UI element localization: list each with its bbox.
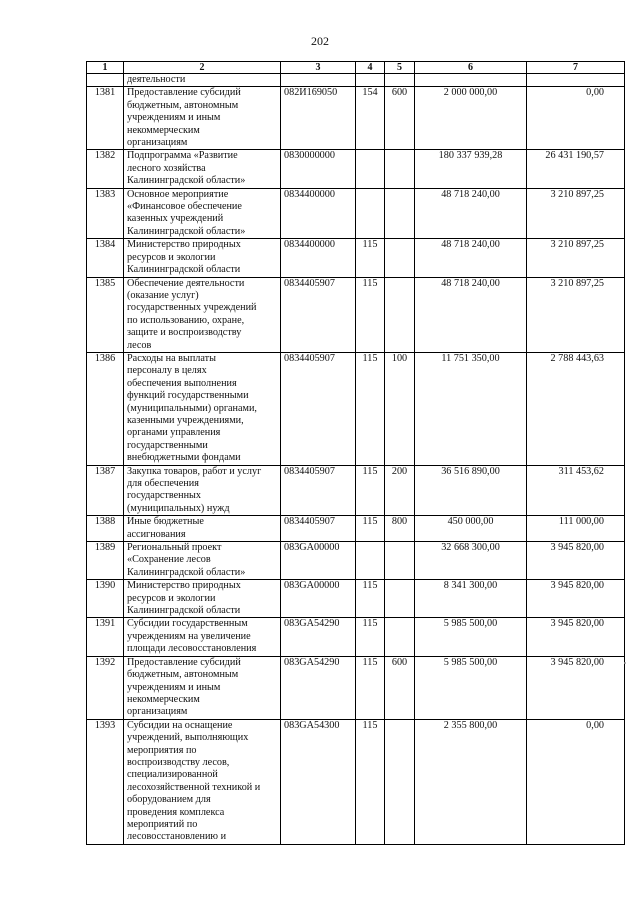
row-col5: [385, 618, 415, 656]
row-col6: 48 718 240,00: [415, 239, 527, 277]
row-col6: 2 000 000,00: [415, 87, 527, 150]
row-name-line: Региональный проект: [127, 542, 222, 554]
row-col4: 115: [356, 239, 385, 277]
col-header-3: 3: [281, 62, 356, 74]
row-col7: 3 210 897,25: [527, 277, 625, 352]
table-row: [87, 352, 625, 465]
row-col4: [356, 150, 385, 188]
table-row: [87, 239, 625, 277]
row-name-line: проведения комплекса: [127, 806, 225, 818]
row-col7: 3 945 820,00: [527, 580, 625, 618]
row-col4: 115: [356, 465, 385, 516]
row-code: 0834400000: [281, 188, 356, 239]
row-col5: [385, 542, 415, 580]
table-row: [87, 150, 625, 188]
row-name-line: по использованию, охране,: [127, 314, 245, 326]
row-col7: 3 210 897,25: [527, 239, 625, 277]
row-col7: 3 210 897,25: [527, 188, 625, 239]
row-col7: 3 945 820,00: [527, 542, 625, 580]
row-name-line: Калининградской области: [127, 605, 241, 617]
col-header-6: 6: [415, 62, 527, 74]
row-col6: 48 718 240,00: [415, 277, 527, 352]
row-name-line: учреждениям и иным: [127, 112, 221, 124]
row-name-line: «Финансовое обеспечение: [127, 201, 242, 213]
table-row: [87, 516, 625, 542]
row-col6: 180 337 939,28: [415, 150, 527, 188]
row-name-line: (оказание услуг): [127, 289, 199, 301]
row-name-line: бюджетным, автономным: [127, 99, 239, 111]
row-col4: 115: [356, 618, 385, 656]
row-col5: [385, 277, 415, 352]
row-name: [124, 277, 281, 352]
budget-table: [86, 61, 625, 845]
row-name-line: бюджетным, автономным: [127, 669, 239, 681]
row-name-line: учреждений, выполняющих: [127, 732, 249, 744]
row-name-line: Субсидии государственным: [127, 618, 248, 630]
row-name-line: мероприятия по: [127, 744, 197, 756]
row-code: 083GA00000: [281, 580, 356, 618]
row-col7: 2 788 443,63: [527, 352, 625, 465]
row-name: [124, 656, 281, 719]
row-name-line: Субсидии на оснащение: [127, 719, 233, 731]
row-col7: 0,00: [527, 719, 625, 844]
row-name: [124, 352, 281, 465]
row-name-line: воспроизводству лесов,: [127, 756, 230, 768]
table-row: [87, 277, 625, 352]
table-row: [87, 188, 625, 239]
col-header-2: 2: [124, 62, 281, 74]
table-row: [87, 465, 625, 516]
row-col6: 450 000,00: [415, 516, 527, 542]
row-number: 1387: [87, 465, 124, 516]
row-name-line: органами управления: [127, 427, 221, 439]
row-code: 082И169050: [281, 87, 356, 150]
row-col7: 3 945 820,00: [527, 618, 625, 656]
row-code: 0834405907: [281, 277, 356, 352]
row-name-line: Закупка товаров, работ и услуг: [127, 465, 262, 477]
row-col5: [385, 580, 415, 618]
row-name-line: Калининградской области»: [127, 566, 246, 578]
row-col5: 800: [385, 516, 415, 542]
row-col7: 3 945 820,00: [527, 656, 625, 719]
table-row: [87, 87, 625, 150]
row-name-line: Калининградской области: [127, 264, 241, 276]
row-name-line: некоммерческим: [127, 693, 200, 705]
row-name-line: Министерство природных: [127, 580, 241, 592]
row-name: [124, 465, 281, 516]
row-name: [124, 87, 281, 150]
row-col7: 0,00: [527, 87, 625, 150]
row-col4: 115: [356, 516, 385, 542]
row-name-line: государственных учреждений: [127, 302, 257, 314]
row-col5: [385, 719, 415, 844]
row-name-line: специализированной: [127, 769, 218, 781]
row-name-line: площади лесовосстановления: [127, 643, 257, 655]
row-name-line: функций государственными: [127, 390, 249, 402]
row-col5: [385, 239, 415, 277]
row-number: 1390: [87, 580, 124, 618]
row-code: 0834400000: [281, 239, 356, 277]
row-number: 1386: [87, 352, 124, 465]
row-number: 1392: [87, 656, 124, 719]
continuation-text: деятельности: [124, 74, 281, 87]
row-col4: [356, 542, 385, 580]
row-name-line: лесного хозяйства: [127, 162, 206, 174]
row-name-line: Расходы на выплаты: [127, 352, 216, 364]
row-number: 1381: [87, 87, 124, 150]
row-name-line: государственными: [127, 439, 208, 451]
row-col6: 5 985 500,00: [415, 656, 527, 719]
row-name-line: Министерство природных: [127, 239, 241, 251]
row-name-line: лесов: [127, 339, 152, 351]
row-col5: 200: [385, 465, 415, 516]
col-header-1: 1: [87, 62, 124, 74]
row-name: [124, 150, 281, 188]
row-col6: 48 718 240,00: [415, 188, 527, 239]
row-name-line: учреждениям на увеличение: [127, 630, 251, 642]
row-code: 0834405907: [281, 465, 356, 516]
row-col5: 100: [385, 352, 415, 465]
row-name-line: персоналу в целях: [127, 365, 207, 377]
row-name-line: Иные бюджетные: [127, 516, 204, 528]
row-number: 1382: [87, 150, 124, 188]
row-name-line: Подпрограмма «Развитие: [127, 150, 238, 162]
row-col6: 36 516 890,00: [415, 465, 527, 516]
row-col7: 26 431 190,57: [527, 150, 625, 188]
row-name-line: организациям: [127, 137, 188, 149]
row-col4: 115: [356, 352, 385, 465]
row-name: [124, 542, 281, 580]
row-name-line: лесовосстановлению и: [127, 831, 227, 843]
row-col4: [356, 188, 385, 239]
row-col5: 600: [385, 87, 415, 150]
table-row: [87, 580, 625, 618]
row-code: 0830000000: [281, 150, 356, 188]
row-name-line: ресурсов и экологии: [127, 251, 216, 263]
row-number: 1388: [87, 516, 124, 542]
row-name: [124, 188, 281, 239]
row-col5: [385, 188, 415, 239]
row-name-line: казенными учреждениями,: [127, 414, 244, 426]
row-col6: 32 668 300,00: [415, 542, 527, 580]
row-name-line: защите и воспроизводству: [127, 327, 242, 339]
table-row: [87, 618, 625, 656]
row-name-line: оборудованием для: [127, 794, 211, 806]
table-row: [87, 719, 625, 844]
row-code: 0834405907: [281, 516, 356, 542]
row-number: 1391: [87, 618, 124, 656]
row-name-line: лесохозяйственной техникой и: [127, 781, 261, 793]
row-number: 1389: [87, 542, 124, 580]
row-name-line: казенных учреждений: [127, 213, 224, 225]
row-name: [124, 719, 281, 844]
row-code: 083GA54290: [281, 656, 356, 719]
row-name-line: «Сохранение лесов: [127, 554, 211, 566]
row-name-line: Предоставление субсидий: [127, 656, 241, 668]
row-col4: 115: [356, 580, 385, 618]
row-name-line: Предоставление субсидий: [127, 87, 241, 99]
row-col5: [385, 150, 415, 188]
row-number: 1384: [87, 239, 124, 277]
row-code: 083GA54300: [281, 719, 356, 844]
row-name-line: ресурсов и экологии: [127, 592, 216, 604]
row-number: 1393: [87, 719, 124, 844]
row-name-line: организациям: [127, 706, 188, 718]
row-name-line: Основное мероприятие: [127, 188, 229, 200]
row-name-line: (муниципальных) нужд: [127, 502, 230, 514]
row-col4: 115: [356, 656, 385, 719]
row-code: 0834405907: [281, 352, 356, 465]
row-name-line: учреждениям и иным: [127, 681, 221, 693]
row-col4: 115: [356, 719, 385, 844]
row-name-line: ассигнования: [127, 528, 186, 540]
scan-speck: [624, 662, 626, 664]
row-col7: 311 453,62: [527, 465, 625, 516]
row-number: 1383: [87, 188, 124, 239]
row-name-line: Калининградской области»: [127, 225, 246, 237]
row-name-line: (муниципальными) органами,: [127, 402, 257, 414]
row-col6: 8 341 300,00: [415, 580, 527, 618]
row-name-line: Обеспечение деятельности: [127, 277, 245, 289]
col-header-5: 5: [385, 62, 415, 74]
table-row: [87, 542, 625, 580]
row-code: 083GA54290: [281, 618, 356, 656]
row-name: [124, 239, 281, 277]
table-row: [87, 656, 625, 719]
row-name: [124, 580, 281, 618]
row-name-line: Калининградской области»: [127, 175, 246, 187]
row-name-line: для обеспечения: [127, 478, 199, 489]
row-col4: 115: [356, 277, 385, 352]
row-name: [124, 618, 281, 656]
row-code: 083GA00000: [281, 542, 356, 580]
row-name-line: внебюджетными фондами: [127, 452, 241, 464]
row-col4: 154: [356, 87, 385, 150]
row-name-line: некоммерческим: [127, 124, 200, 136]
row-col6: 11 751 350,00: [415, 352, 527, 465]
row-col6: 5 985 500,00: [415, 618, 527, 656]
col-header-4: 4: [356, 62, 385, 74]
row-col7: 111 000,00: [527, 516, 625, 542]
row-name-line: мероприятий по: [127, 818, 198, 830]
col-header-7: 7: [527, 62, 625, 74]
row-number: 1385: [87, 277, 124, 352]
row-col5: 600: [385, 656, 415, 719]
page-number: 202: [311, 34, 329, 48]
row-name: [124, 516, 281, 542]
row-name-line: государственных: [127, 490, 201, 502]
row-col6: 2 355 800,00: [415, 719, 527, 844]
header-row: [87, 62, 625, 74]
continuation-row: [87, 74, 625, 87]
row-name-line: обеспечения выполнения: [127, 377, 237, 389]
